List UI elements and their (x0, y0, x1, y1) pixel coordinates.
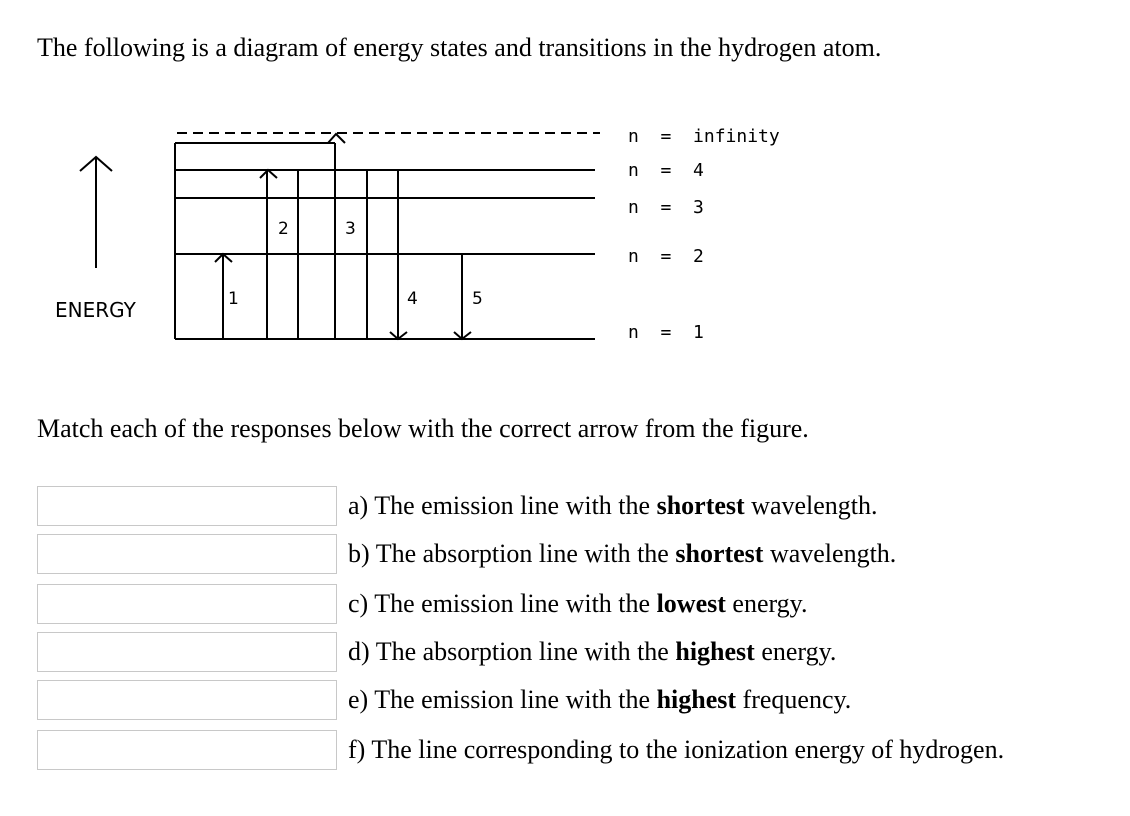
question-d-emphasis: highest (675, 637, 755, 666)
energy-level-diagram (0, 0, 1130, 400)
answer-input-a[interactable] (37, 486, 337, 526)
question-a-suffix: wavelength. (744, 491, 878, 520)
question-e-prefix: e) The emission line with the (348, 685, 657, 714)
question-c-suffix: energy. (725, 589, 808, 618)
question-d-suffix: energy. (754, 637, 837, 666)
arrow-label-1: 1 (228, 289, 239, 309)
question-c (348, 589, 808, 619)
question-f (348, 735, 1004, 765)
arrow-label-3: 3 (345, 219, 356, 239)
answer-input-b[interactable] (37, 534, 337, 574)
question-a-emphasis: shortest (656, 491, 745, 520)
arrow-label-2: 2 (278, 219, 289, 239)
arrow-5 (454, 254, 471, 339)
level-label-4: n = 4 (628, 160, 704, 181)
instruction-text: Match each of the responses below with the correct arrow from the figure. (37, 414, 809, 443)
answer-input-f[interactable] (37, 730, 337, 770)
energy-label: ENERGY (55, 298, 136, 322)
question-c-emphasis: lowest (656, 589, 726, 618)
question-b-suffix: wavelength. (763, 539, 897, 568)
question-b (348, 539, 896, 569)
question-d-prefix: d) The absorption line with the (348, 637, 676, 666)
question-e (348, 685, 851, 715)
question-a (348, 491, 878, 521)
arrow-label-5: 5 (472, 289, 483, 309)
answer-input-e[interactable] (37, 680, 337, 720)
question-e-emphasis: highest (656, 685, 737, 714)
question-d (348, 637, 836, 667)
arrow-label-4: 4 (407, 289, 418, 309)
question-c-prefix: c) The emission line with the (348, 589, 657, 618)
transition-frame (175, 143, 398, 339)
level-label-infinity: n = infinity (628, 126, 780, 147)
question-b-prefix: b) The absorption line with the (348, 539, 676, 568)
level-label-1: n = 1 (628, 322, 704, 343)
energy-axis-arrow (80, 157, 112, 268)
question-e-suffix: frequency. (736, 685, 852, 714)
question-b-emphasis: shortest (675, 539, 764, 568)
level-label-2: n = 2 (628, 246, 704, 267)
intro-text: The following is a diagram of energy states and transitions in the hydrogen atom. (37, 33, 882, 62)
answer-input-c[interactable] (37, 584, 337, 624)
level-label-3: n = 3 (628, 197, 704, 218)
question-a-prefix: a) The emission line with the (348, 491, 657, 520)
arrow-3 (328, 134, 345, 143)
question-f-prefix: f) The line corresponding to the ionization energy of hydrogen. (348, 735, 1005, 764)
answer-input-d[interactable] (37, 632, 337, 672)
arrow-2 (260, 170, 277, 178)
